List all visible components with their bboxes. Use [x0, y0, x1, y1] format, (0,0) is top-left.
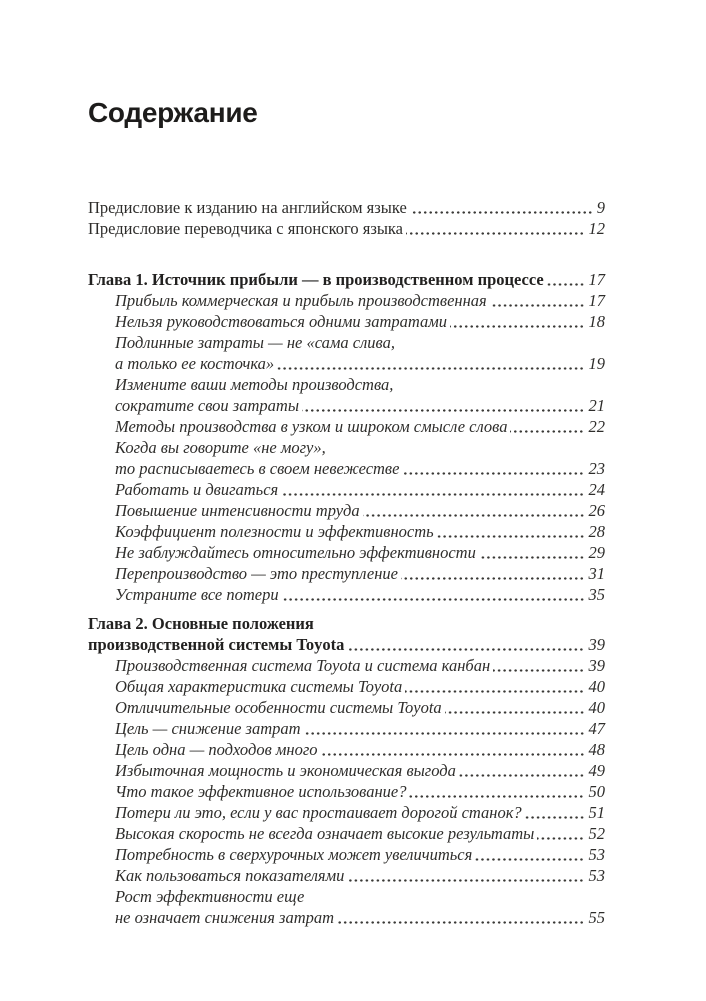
toc-entry-page-number: 23: [588, 459, 605, 478]
dot-leader: [282, 598, 585, 601]
toc-entry-title: Когда вы говорите «не могу»,: [115, 438, 326, 457]
toc-entry-page-number: 26: [588, 501, 605, 520]
toc-entry: [88, 197, 605, 218]
dot-leader: [363, 514, 585, 517]
toc-entry-title: Избыточная мощность и экономическая выгода: [115, 761, 456, 780]
toc-entry: [88, 395, 605, 416]
toc-entry-page-number: 31: [588, 564, 605, 583]
toc-entry-page-number: 49: [588, 761, 605, 780]
toc-entry: [88, 290, 605, 311]
toc-entry-title: Подлинные затраты — не «сама слива,: [115, 333, 395, 352]
dot-leader: [510, 430, 584, 433]
toc-entry-page-number: 35: [588, 585, 605, 604]
toc-entry: [88, 718, 605, 739]
toc-entry-title: не означает снижения затрат: [115, 908, 335, 927]
toc-entry: [88, 353, 605, 374]
toc-entry-page-number: 19: [588, 354, 605, 373]
dot-leader: [304, 732, 585, 735]
dot-leader: [459, 774, 585, 777]
dot-leader: [479, 556, 585, 559]
toc-entry-page-number: 28: [588, 522, 605, 541]
toc-entry-title: Потребность в сверхурочных может увеличиться: [115, 845, 473, 864]
toc-entry-title: Как пользоваться показателями: [115, 866, 345, 885]
dot-leader: [410, 211, 593, 214]
dot-leader: [445, 711, 585, 714]
toc-entry: [88, 844, 605, 865]
toc-entry-page-number: 39: [588, 656, 605, 675]
toc-entry-title: Отличительные особенности системы Toyota: [115, 698, 442, 717]
toc-entry: [88, 781, 605, 802]
toc-entry-title: Цель одна — подходов много: [115, 740, 318, 759]
toc-entry: [88, 500, 605, 521]
toc-entry-title: Потери ли это, если у вас простаивает дорогой станок?: [115, 803, 522, 822]
toc-entry: [88, 218, 605, 239]
toc-entry-page-number: 51: [588, 803, 605, 822]
dot-leader: [401, 577, 585, 580]
toc-entry-page-number: 29: [588, 543, 605, 562]
toc-entry-title: производственной системы Toyota: [88, 635, 345, 654]
toc-entry: [88, 374, 605, 395]
toc-entry: [88, 479, 605, 500]
toc-entry-title: а только ее косточка»: [115, 354, 275, 373]
toc-entry-page-number: 12: [588, 219, 605, 238]
toc-entry-page-number: 39: [588, 635, 605, 654]
toc-entry-title: Измените ваши методы производства,: [115, 375, 394, 394]
toc-entry: [88, 739, 605, 760]
dot-leader: [493, 669, 584, 672]
toc-entry: [88, 332, 605, 353]
toc-entry-title: Глава 2. Основные положения: [88, 614, 314, 633]
toc-entry-title: Нельзя руководствоваться одними затратами: [115, 312, 448, 331]
dot-leader: [347, 648, 584, 651]
toc-entry-page-number: 21: [588, 396, 605, 415]
toc-entry: [88, 802, 605, 823]
toc-entry-title: Не заблуждайтесь относительно эффективности: [115, 543, 476, 562]
toc-entry-title: Прибыль коммерческая и прибыль производственная: [115, 291, 487, 310]
toc-entry-title: Цель — снижение затрат: [115, 719, 301, 738]
toc-entry: [88, 634, 605, 655]
toc-entry-page-number: 52: [588, 824, 605, 843]
dot-leader: [402, 472, 584, 475]
toc-entry: [88, 886, 605, 907]
toc-entry-title: Общая характеристика системы Toyota: [115, 677, 403, 696]
toc-entry-title: Производственная система Toyota и система канбан: [115, 656, 491, 675]
toc-entry: [88, 521, 605, 542]
toc-entry-page-number: 18: [588, 312, 605, 331]
dot-leader: [302, 409, 585, 412]
toc-entry: [88, 697, 605, 718]
toc-entry: [88, 613, 605, 634]
toc-entry-title: Глава 1. Источник прибыли — в производственном процессе: [88, 270, 544, 289]
dot-leader: [437, 535, 585, 538]
toc-entry-page-number: 40: [588, 677, 605, 696]
dot-leader: [537, 837, 584, 840]
toc-entry-title: Что такое эффективное использование?: [115, 782, 407, 801]
toc-entry-page-number: 17: [588, 291, 605, 310]
dot-leader: [277, 367, 584, 370]
toc-entry-page-number: 17: [588, 270, 605, 289]
toc-entry-page-number: 9: [596, 198, 605, 217]
toc-entry: [88, 760, 605, 781]
toc-entry-title: Повышение интенсивности труда: [115, 501, 360, 520]
toc-entry-title: то расписываетесь в своем невежестве: [115, 459, 400, 478]
toc-entry: [88, 437, 605, 458]
toc-entry-title: Методы производства в узком и широком смысле слова: [115, 417, 508, 436]
toc-entry-page-number: 24: [588, 480, 605, 499]
dot-leader: [547, 283, 585, 286]
toc-entry: [88, 865, 605, 886]
toc-entry-title: сократите свои затраты: [115, 396, 299, 415]
toc-entry: [88, 311, 605, 332]
toc-entry-title: Предисловие к изданию на английском языке: [88, 198, 407, 217]
toc-entry: [88, 269, 605, 290]
toc-entry: [88, 907, 605, 928]
page-title: Содержание: [88, 97, 258, 128]
toc-entry-title: Предисловие переводчика с японского языка: [88, 219, 404, 238]
dot-leader: [406, 232, 584, 235]
dot-leader: [321, 753, 585, 756]
dot-leader: [347, 879, 584, 882]
toc-entry: [88, 542, 605, 563]
dot-leader: [281, 493, 584, 496]
toc-entry-page-number: 53: [588, 845, 605, 864]
dot-leader: [409, 795, 584, 798]
toc-entry-page-number: 40: [588, 698, 605, 717]
toc-entry: [88, 676, 605, 697]
toc-entry-title: Коэффициент полезности и эффективность: [115, 522, 434, 541]
toc-entry: [88, 823, 605, 844]
toc-entry-page-number: 55: [588, 908, 605, 927]
toc-entry-page-number: 22: [588, 417, 605, 436]
toc-entry: [88, 458, 605, 479]
toc-entry-title: Устраните все потери: [115, 585, 279, 604]
toc-entry-page-number: 50: [588, 782, 605, 801]
table-of-contents: [88, 197, 605, 928]
toc-entry-title: Высокая скорость не всегда означает высокие результаты: [115, 824, 535, 843]
dot-leader: [405, 690, 584, 693]
dot-leader: [475, 858, 584, 861]
toc-entry-title: Перепроизводство — это преступление: [115, 564, 398, 583]
toc-entry-page-number: 47: [588, 719, 605, 738]
toc-entry-title: Рост эффективности еще: [115, 887, 305, 906]
dot-leader: [337, 921, 584, 924]
dot-leader: [525, 816, 585, 819]
dot-leader: [450, 325, 584, 328]
toc-entry: [88, 584, 605, 605]
toc-entry-page-number: 53: [588, 866, 605, 885]
toc-entry: [88, 655, 605, 676]
toc-entry: [88, 563, 605, 584]
dot-leader: [490, 304, 585, 307]
toc-entry: [88, 416, 605, 437]
toc-entry-page-number: 48: [588, 740, 605, 759]
toc-entry-title: Работать и двигаться: [115, 480, 279, 499]
